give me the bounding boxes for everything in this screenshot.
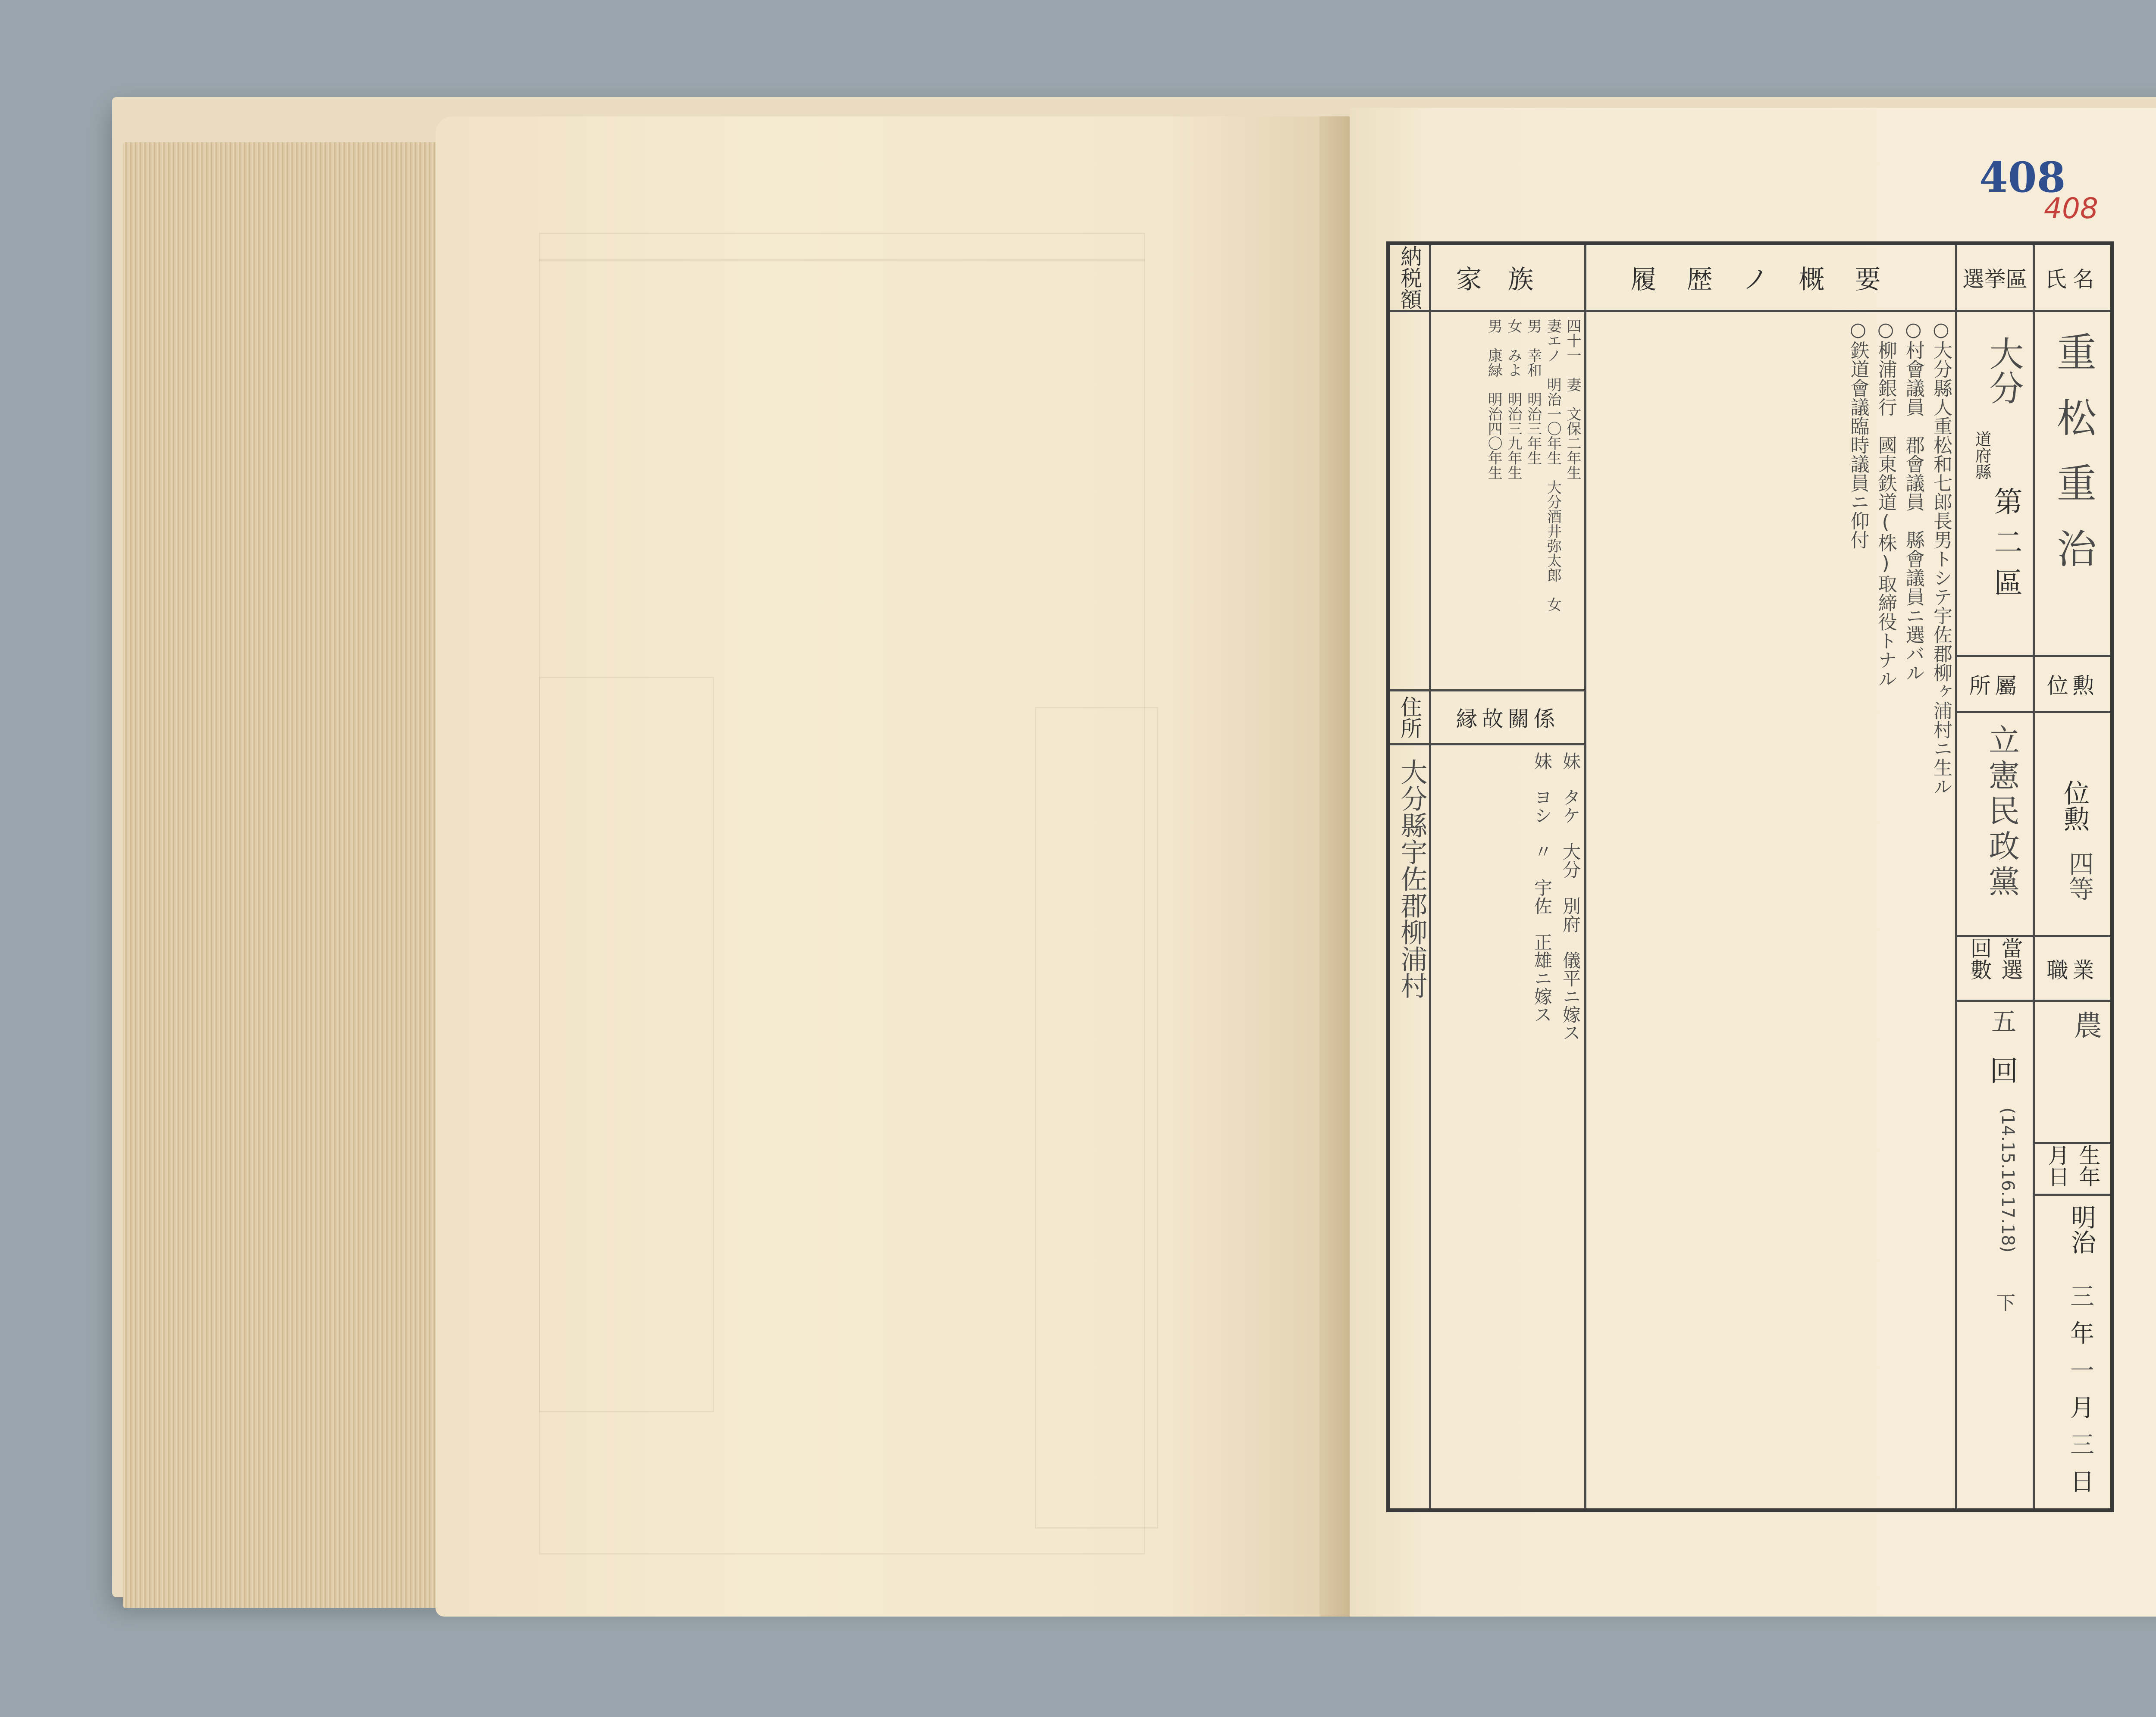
career-line: ○鉄道會議臨時議員ニ仰付	[1847, 319, 1869, 549]
rank-value: 四等	[2065, 851, 2094, 901]
birth-date-value	[2063, 1278, 2102, 1498]
career-header: 履歴ノ概要	[1630, 265, 1911, 295]
name-value: 重松重治	[2050, 332, 2096, 594]
birth-date-part: 一	[2070, 1357, 2094, 1385]
elected-count-header: 當選回數	[1967, 937, 2023, 980]
address-value: 大分縣宇佐郡柳浦村	[1396, 758, 1428, 999]
relations-line: 妹 ヨシ 〃 宇佐 正雄ニ嫁ス	[1531, 752, 1553, 1023]
birth-date-part: 年	[2070, 1320, 2094, 1348]
family-entries	[1438, 319, 1580, 681]
pencil-page-number: 408	[2044, 192, 2098, 225]
relations-header: 縁故關係	[1456, 707, 1560, 732]
elected-count-unit: 回	[1985, 1056, 2018, 1084]
family-line: 女 みよ 明治三九年生	[1504, 319, 1522, 480]
career-entries	[1761, 319, 1951, 879]
birth-date-part: 三	[2070, 1431, 2094, 1459]
birth-date-part: 月	[2070, 1394, 2094, 1422]
member-record-form	[1386, 241, 2114, 1512]
rank-printed: 位勲	[2059, 780, 2090, 832]
district-prefecture: 大分	[1984, 336, 2024, 405]
birth-era: 明治	[2067, 1204, 2096, 1254]
birth-date-part: 日	[2070, 1468, 2094, 1496]
district-header: 選挙區	[1962, 267, 2028, 292]
elected-suffix: 下	[1993, 1293, 2015, 1312]
rank-header: 位勲	[2046, 673, 2099, 698]
career-line: ○大分縣人重松和七郎長男トシテ宇佐郡柳ヶ浦村ニ生ル	[1930, 319, 1952, 796]
occupation-value: 農	[2069, 1010, 2102, 1039]
tax-header: 納税額	[1397, 245, 1422, 310]
left-page	[436, 116, 1341, 1617]
page-number: 408	[1979, 153, 2066, 202]
birth-date-header: 生年月日	[2044, 1144, 2101, 1187]
occupation-header: 職業	[2046, 957, 2099, 983]
relations-entries	[1498, 752, 1580, 1140]
left-page-edges	[123, 142, 451, 1608]
birth-date-part: 三	[2070, 1283, 2094, 1311]
family-line: 男 康緑 明治四〇年生	[1485, 319, 1503, 480]
party-value: 立憲民政黨	[1984, 724, 2020, 901]
party-header: 所屬	[1969, 673, 2021, 698]
family-line: 妻エノ 明治一〇年生 大分酒井弥太郎 女	[1544, 319, 1562, 612]
career-line: ○柳浦銀行 國東鉄道(株)取締役トナル	[1874, 319, 1897, 688]
district-prefecture-suffix: 道府縣	[1972, 431, 1991, 480]
relations-line: 妹 タケ 大分 別府 儀平ニ嫁ス	[1560, 752, 1581, 1041]
district-number: 第二區	[1989, 487, 2022, 608]
family-line: 四十一 妻 文保二年生	[1564, 319, 1581, 480]
career-line: ○村會議員 郡會議員 縣會議員ニ選バル	[1902, 319, 1924, 682]
tax-value	[1390, 312, 1429, 689]
name-header: 氏名	[2045, 267, 2100, 292]
address-header: 住所	[1397, 696, 1422, 739]
elected-count-mark: 五	[1987, 1008, 2016, 1033]
family-line: 男 幸和 明治三年生	[1524, 319, 1542, 465]
elected-years: (14.15.16.17.18)	[1998, 1107, 2018, 1253]
family-header: 家族	[1456, 265, 1560, 295]
